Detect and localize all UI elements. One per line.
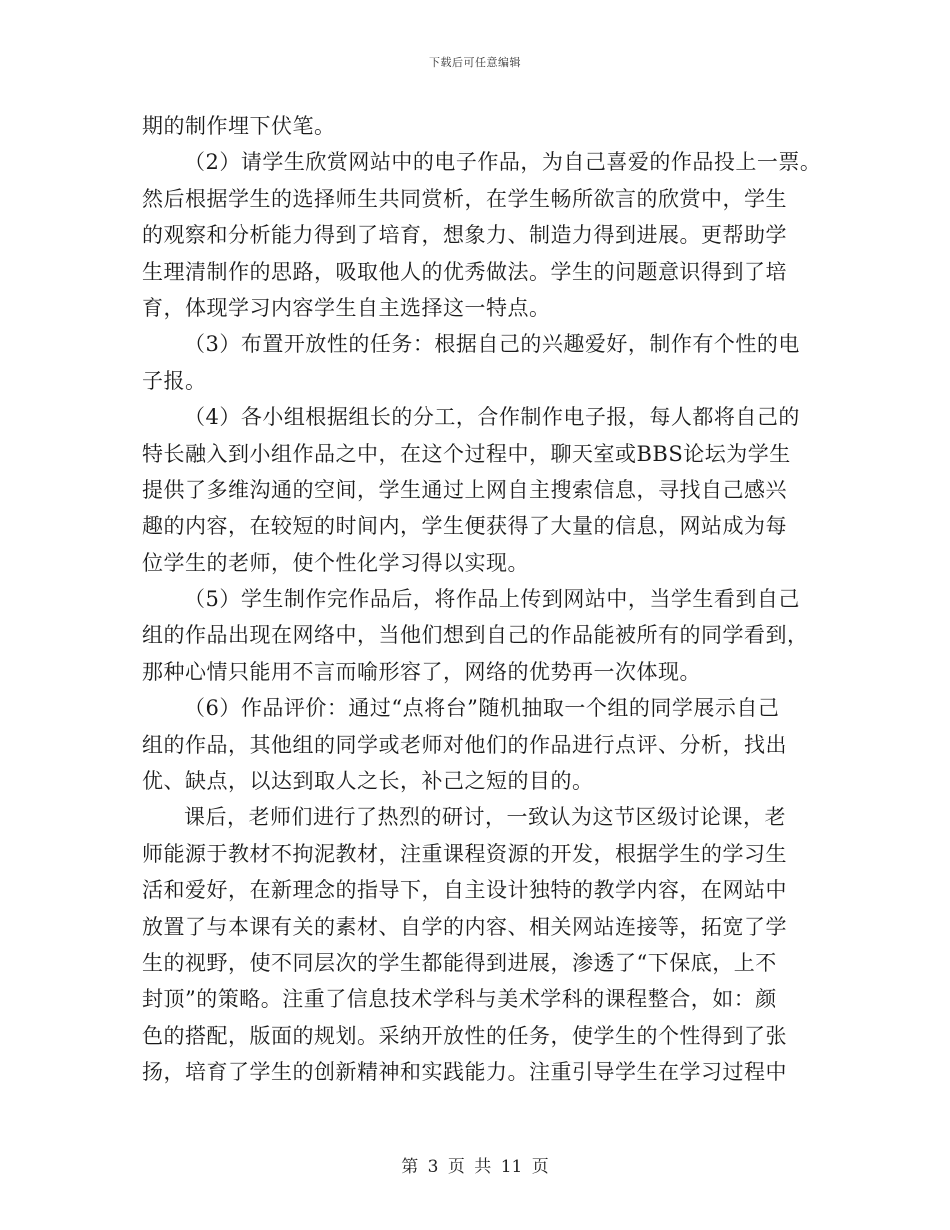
paragraph-line: 那种心情只能用不言而喻形容了，网络的优势再一次体现。 [142,659,701,684]
paragraph-line: 趣的内容，在较短的时间内，学生便获得了大量的信息，网站成为每 [142,514,787,539]
paragraph-line: 生理清制作的思路，吸取他人的优秀做法。学生的问题意识得到了培 [142,259,787,284]
paragraph-line: 子报。 [142,368,207,393]
paragraph-line: 封顶”的策略。注重了信息技术学科与美术学科的课程整合，如：颜 [142,987,777,1012]
paragraph-line: （2）请学生欣赏网站中的电子作品，为自己喜爱的作品投上一票。 [184,150,822,175]
paragraph-line: 师能源于教材不拘泥教材，注重课程资源的开发，根据学生的学习生 [142,841,787,866]
paragraph-line: 组的作品出现在网络中，当他们想到自己的作品能被所有的同学看到， [142,623,809,648]
page-header-note: 下载后可任意编辑 [429,56,521,69]
paragraph-line: 的观察和分析能力得到了培育，想象力、制造力得到进展。更帮助学 [142,223,787,248]
paragraph-line: 位学生的老师，使个性化学习得以实现。 [142,550,529,575]
paragraph-line: 期的制作埋下伏笔。 [142,114,336,138]
document-body [142,108,832,1091]
paragraph-line: 色的搭配，版面的规划。采纳开放性的任务，使学生的个性得到了张 [142,1023,787,1048]
paragraph-line: 扬，培育了学生的创新精神和实践能力。注重引导学生在学习过程中 [142,1060,787,1085]
paragraph-line: 生的视野，使不同层次的学生都能得到进展，渗透了“下保底，上不 [142,950,777,975]
paragraph-line: （4）各小组根据组长的分工，合作制作电子报，每人都将自己的 [184,405,800,430]
paragraph-line: 课后，老师们进行了热烈的研讨，一致认为这节区级讨论课，老 [184,805,786,830]
paragraph-line: 育，体现学习内容学生自主选择这一特点。 [142,295,551,320]
paragraph-line: 放置了与本课有关的素材、自学的内容、相关网站连接等，拓宽了学 [142,914,787,939]
paragraph-line: 然后根据学生的选择师生共同赏析，在学生畅所欲言的欣赏中，学生 [142,186,787,211]
paragraph-line: 提供了多维沟通的空间，学生通过上网自主搜索信息，寻找自己感兴 [142,477,787,502]
paragraph-line: （3）布置开放性的任务：根据自己的兴趣爱好，制作有个性的电 [184,332,800,357]
paragraph-line: 组的作品，其他组的同学或老师对他们的作品进行点评、分析，找出 [142,732,787,757]
page-number: 第 3 页 共 11 页 [401,1157,549,1177]
paragraph-line: （6）作品评价：通过“点将台”随机抽取一个组的同学展示自己 [184,696,780,721]
paragraph-line: 活和爱好，在新理念的指导下，自主设计独特的教学内容，在网站中 [142,878,787,903]
paragraph-line: （5）学生制作完作品后，将作品上传到网站中，当学生看到自己 [184,587,800,612]
paragraph-line: 特长融入到小组作品之中，在这个过程中，聊天室或BBS论坛为学生 [142,441,791,466]
paragraph-line: 优、缺点，以达到取人之长，补己之短的目的。 [142,769,594,794]
